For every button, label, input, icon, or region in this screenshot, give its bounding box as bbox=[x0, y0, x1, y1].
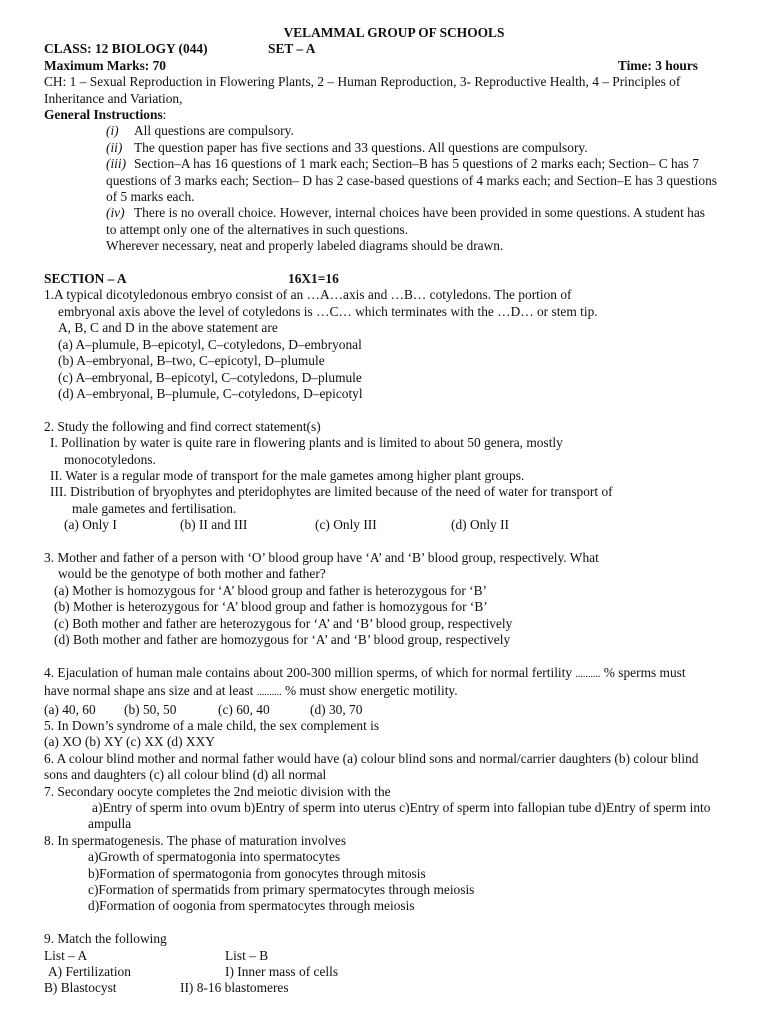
option: (a) Mother is homozygous for ‘A’ blood group and father is heterozygous for ‘B’ bbox=[54, 582, 487, 598]
list-b-item: II) 8-16 blastomeres bbox=[180, 980, 289, 996]
statement-continued: monocotyledons. bbox=[64, 451, 156, 467]
question-text: would be the genotype of both mother and father? bbox=[58, 566, 326, 582]
statement: II. Water is a regular mode of transport for the male gametes among higher plant groups. bbox=[50, 467, 525, 483]
instruction-text: Section–A has 16 questions of 1 mark each; Section–B has 5 questions of 2 marks each; Section– C has 7 bbox=[134, 156, 699, 172]
instruction-text-continued: of 5 marks each. bbox=[106, 189, 195, 205]
question-text: 7. Secondary oocyte completes the 2nd meiotic division with the bbox=[44, 783, 391, 799]
option: (a) A–plumule, B–epicotyl, C–cotyledons, D–embryonal bbox=[58, 336, 362, 352]
max-marks bbox=[44, 58, 166, 74]
answer-blank: .......... bbox=[256, 687, 282, 699]
statement: I. Pollination by water is quite rare in flowering plants and is limited to about 50 genera, mostly bbox=[50, 435, 563, 451]
option: d)Formation of oogonia from spermatocytes through meiosis bbox=[88, 898, 415, 914]
question-text-part: have normal shape ans size and at least bbox=[44, 683, 257, 699]
question-9 bbox=[44, 931, 744, 997]
match-row bbox=[44, 964, 744, 980]
statement-continued: male gametes and fertilisation. bbox=[72, 500, 237, 516]
question-text: A, B, C and D in the above statement are bbox=[58, 320, 278, 336]
option: a)Growth of spermatogonia into spermatocytes bbox=[88, 849, 341, 865]
question-3 bbox=[44, 550, 744, 648]
set-label: SET – A bbox=[268, 41, 316, 57]
question-text: 3. Mother and father of a person with ‘O’ blood group have ‘A’ and ‘B’ blood group, respectively. What bbox=[44, 549, 599, 565]
instructions-colon: : bbox=[162, 107, 167, 123]
instruction-item bbox=[44, 205, 744, 221]
instruction-item bbox=[44, 123, 744, 139]
option: (d) 30, 70 bbox=[310, 701, 363, 717]
option: (c) 60, 40 bbox=[218, 701, 270, 717]
option: (b) 50, 50 bbox=[124, 701, 177, 717]
section-title: SECTION – A bbox=[44, 271, 127, 287]
diagram-note: Wherever necessary, neat and properly labeled diagrams should be drawn. bbox=[106, 238, 504, 254]
question-6 bbox=[44, 751, 744, 784]
instruction-item bbox=[44, 156, 744, 172]
match-header-row bbox=[44, 948, 744, 964]
question-text: 1.A typical dicotyledonous embryo consist of an …A…axis and …B… cotyledons. The portion of bbox=[44, 287, 572, 303]
instruction-text: All questions are compulsory. bbox=[134, 123, 294, 139]
class-label: CLASS: 12 BIOLOGY (044) bbox=[44, 41, 208, 57]
question-text: 5. In Down’s syndrome of a male child, the sex complement is bbox=[44, 718, 380, 733]
options-row: (a) XO (b) XY (c) XX (d) XXY bbox=[44, 734, 215, 750]
marks-time-row bbox=[44, 58, 744, 74]
question-1 bbox=[44, 287, 744, 402]
question-text-part: 4. Ejaculation of human male contains about 200-300 million sperms, of which for normal fertility bbox=[44, 664, 576, 680]
option: c)Formation of spermatids from primary spermatocytes through meiosis bbox=[88, 882, 475, 898]
instructions-title: General Instructions bbox=[44, 107, 163, 123]
instruction-number: (iv) bbox=[106, 205, 125, 221]
option: (c) A–embryonal, B–epicotyl, C–cotyledons, D–plumule bbox=[58, 369, 362, 385]
list-b-item: I) Inner mass of cells bbox=[225, 964, 339, 980]
max-marks-value: : 70 bbox=[144, 57, 166, 73]
option: (c) Both mother and father are heterozygous for ‘A’ and ‘B’ blood group, respectively bbox=[54, 615, 513, 631]
instruction-number: (i) bbox=[106, 123, 119, 139]
instruction-text-continued: to attempt only one of the alternatives in such questions. bbox=[106, 221, 408, 237]
option: (b) A–embryonal, B–two, C–epicotyl, D–plumule bbox=[58, 353, 325, 369]
option: (d) A–embryonal, B–plumule, C–cotyledons, D–epicotyl bbox=[58, 385, 363, 401]
max-marks-label: Maximum Marks bbox=[44, 57, 145, 73]
match-row bbox=[44, 980, 744, 996]
list-a-item: B) Blastocyst bbox=[44, 980, 117, 996]
chapters-line-2: Inheritance and Variation, bbox=[44, 90, 183, 106]
class-set-row bbox=[44, 41, 744, 57]
question-7 bbox=[44, 784, 744, 833]
question-8 bbox=[44, 833, 744, 915]
option: b)Formation of spermatogonia from gonocytes through mitosis bbox=[88, 865, 426, 881]
list-b-heading: List – B bbox=[225, 947, 269, 963]
school-name: VELAMMAL GROUP OF SCHOOLS bbox=[283, 25, 505, 40]
instruction-text: There is no overall choice. However, internal choices have been provided in some questions. A student has bbox=[134, 205, 706, 221]
chapters-line-1: CH: 1 – Sexual Reproduction in Flowering Plants, 2 – Human Reproduction, 3- Reproductive Health, 4 – Principles of bbox=[44, 74, 681, 90]
answer-blank: .......... bbox=[575, 668, 601, 680]
option: (c) Only III bbox=[315, 517, 377, 533]
options-row-continued: ampulla bbox=[88, 816, 132, 832]
question-text bbox=[44, 683, 744, 701]
options-row bbox=[44, 517, 744, 533]
question-text-part: % sperms must bbox=[600, 664, 686, 680]
instruction-number: (ii) bbox=[106, 139, 123, 155]
option: (b) II and III bbox=[180, 517, 248, 533]
exam-page bbox=[44, 25, 744, 997]
question-text: 8. In spermatogenesis. The phase of maturation involves bbox=[44, 832, 347, 848]
list-a-heading: List – A bbox=[44, 947, 88, 963]
options-row bbox=[44, 702, 744, 718]
question-2 bbox=[44, 419, 744, 534]
question-4 bbox=[44, 665, 744, 718]
option: (a) 40, 60 bbox=[44, 701, 96, 717]
question-text bbox=[44, 665, 744, 683]
question-text: embryonal axis above the level of cotyledons is …C… which terminates with the …D… or stem tip. bbox=[58, 303, 598, 319]
instruction-number: (iii) bbox=[106, 156, 127, 172]
question-text-part: % must show energetic motility. bbox=[281, 683, 458, 699]
option: (b) Mother is heterozygous for ‘A’ blood group and father is homozygous for ‘B’ bbox=[54, 599, 488, 615]
instructions-heading bbox=[44, 107, 744, 123]
instruction-text: The question paper has five sections and 33 questions. All questions are compulsory. bbox=[134, 139, 588, 155]
time-label: Time: 3 hours bbox=[617, 57, 698, 73]
instruction-text-continued: questions of 3 marks each; Section– D has 2 case-based questions of 4 marks each; and Section–E has 3 questions bbox=[106, 172, 717, 188]
section-a-heading bbox=[44, 271, 744, 287]
list-a-item: A) Fertilization bbox=[48, 964, 131, 980]
options-row: a)Entry of sperm into ovum b)Entry of sperm into uterus c)Entry of sperm into fallopian tube d)Entry of sperm into bbox=[92, 800, 711, 816]
option: (a) Only I bbox=[64, 517, 117, 533]
option: (d) Both mother and father are homozygous for ‘A’ and ‘B’ blood group, respectively bbox=[54, 631, 511, 647]
option: (d) Only II bbox=[451, 517, 510, 533]
question-text: 2. Study the following and find correct statement(s) bbox=[44, 418, 321, 434]
statement: III. Distribution of bryophytes and pteridophytes are limited because of the need of water for transport of bbox=[50, 484, 613, 500]
question-text: sons and daughters (c) all colour blind (d) all normal bbox=[44, 767, 327, 783]
instruction-item bbox=[44, 140, 744, 156]
question-text: 6. A colour blind mother and normal father would have (a) colour blind sons and normal/carrier daughters (b) colour blind bbox=[44, 750, 699, 766]
question-text: 9. Match the following bbox=[44, 931, 167, 947]
question-5 bbox=[44, 718, 744, 751]
section-marks: 16X1=16 bbox=[288, 271, 339, 287]
